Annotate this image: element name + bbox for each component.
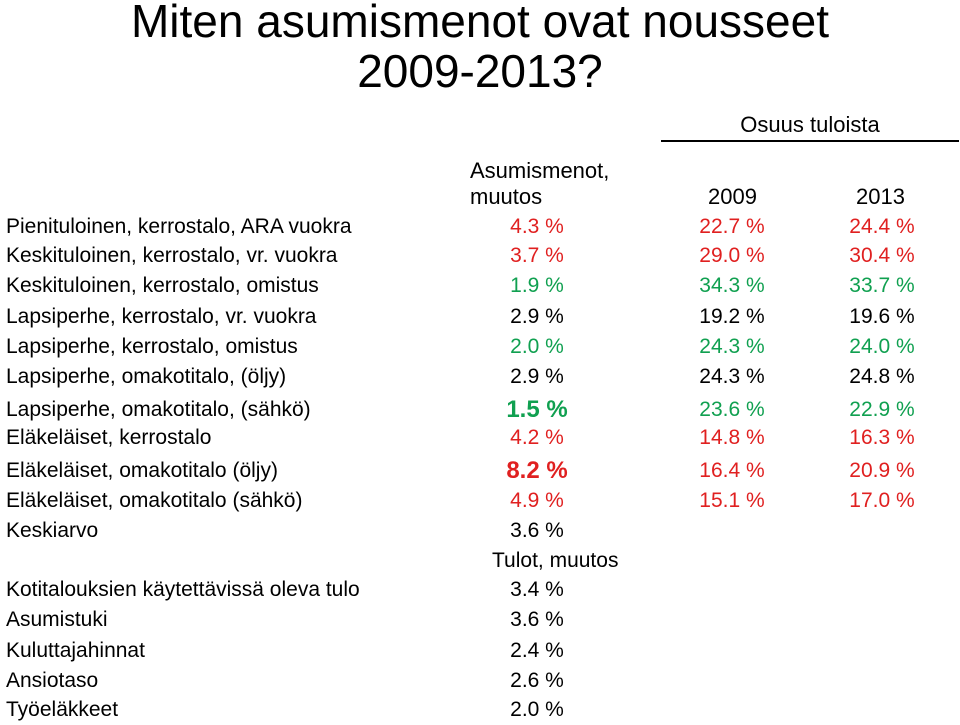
table-row bbox=[0, 362, 960, 391]
header-tulot-muutos: Tulot, muutos bbox=[492, 549, 619, 572]
tulot-label: Työeläkkeet bbox=[6, 698, 119, 721]
row-2013: 17.0 % bbox=[849, 489, 915, 512]
row-2009: 14.8 % bbox=[699, 426, 765, 449]
table-row bbox=[0, 212, 960, 241]
page-title-line-2: 2009-2013? bbox=[357, 45, 603, 97]
page-title-line-1: Miten asumismenot ovat nousseet bbox=[130, 0, 830, 47]
tulot-value: 3.4 % bbox=[510, 578, 564, 601]
row-label: Eläkeläiset, omakotitalo (sähkö) bbox=[6, 489, 303, 512]
row-muutos: 4.9 % bbox=[510, 489, 564, 512]
tulot-value: 2.0 % bbox=[510, 698, 564, 721]
table-row bbox=[0, 456, 960, 485]
row-2009: 34.3 % bbox=[699, 274, 765, 297]
row-label: Keskituloinen, kerrostalo, vr. vuokra bbox=[6, 244, 338, 267]
row-label: Keskituloinen, kerrostalo, omistus bbox=[6, 274, 319, 297]
row-2009: 23.6 % bbox=[699, 398, 765, 421]
tulot-value: 3.6 % bbox=[510, 608, 564, 631]
row-2009: 16.4 % bbox=[699, 459, 765, 482]
keskiarvo-label: Keskiarvo bbox=[6, 519, 99, 542]
row-2013: 20.9 % bbox=[849, 459, 915, 482]
tulot-label: Kuluttajahinnat bbox=[6, 639, 145, 662]
tulot-row bbox=[0, 695, 960, 724]
row-label: Lapsiperhe, kerrostalo, vr. vuokra bbox=[6, 305, 317, 328]
tulot-value: 2.6 % bbox=[510, 669, 564, 692]
tulot-label: Ansiotaso bbox=[6, 669, 99, 692]
tulot-value: 2.4 % bbox=[510, 639, 564, 662]
row-label: Eläkeläiset, omakotitalo (öljy) bbox=[6, 459, 278, 482]
row-muutos: 2.9 % bbox=[510, 305, 564, 328]
row-2013: 16.3 % bbox=[849, 426, 915, 449]
row-muutos: 2.9 % bbox=[510, 365, 564, 388]
row-2013: 24.0 % bbox=[849, 335, 915, 358]
table-row bbox=[0, 241, 960, 270]
row-2009: 24.3 % bbox=[699, 365, 765, 388]
row-2013: 24.4 % bbox=[849, 215, 915, 238]
row-2009: 22.7 % bbox=[699, 215, 765, 238]
row-2013: 22.9 % bbox=[849, 398, 915, 421]
row-2013: 30.4 % bbox=[849, 244, 915, 267]
tulot-row bbox=[0, 605, 960, 634]
row-label: Pienituloinen, kerrostalo, ARA vuokra bbox=[6, 215, 352, 238]
row-2013: 33.7 % bbox=[849, 274, 915, 297]
row-muutos: 4.3 % bbox=[510, 215, 564, 238]
row-muutos: 8.2 % bbox=[506, 457, 568, 484]
row-2013: 24.8 % bbox=[849, 365, 915, 388]
header-muutos: muutos bbox=[470, 184, 543, 209]
row-muutos: 1.5 % bbox=[506, 396, 568, 423]
table-row bbox=[0, 302, 960, 331]
row-label: Lapsiperhe, omakotitalo, (öljy) bbox=[6, 365, 287, 388]
header-asumismenot: Asumismenot, bbox=[470, 158, 610, 183]
header-year-2009: 2009 bbox=[708, 184, 757, 209]
keskiarvo-row bbox=[0, 516, 960, 545]
row-2009: 24.3 % bbox=[699, 335, 765, 358]
row-2009: 19.2 % bbox=[699, 305, 765, 328]
row-muutos: 3.7 % bbox=[510, 244, 564, 267]
row-2009: 15.1 % bbox=[699, 489, 765, 512]
row-label: Eläkeläiset, kerrostalo bbox=[6, 426, 212, 449]
table-row bbox=[0, 332, 960, 361]
table-row bbox=[0, 423, 960, 452]
row-2009: 29.0 % bbox=[699, 244, 765, 267]
tulot-row bbox=[0, 666, 960, 695]
table-row bbox=[0, 271, 960, 300]
row-muutos: 2.0 % bbox=[510, 335, 564, 358]
tulot-row bbox=[0, 636, 960, 665]
tulot-label: Asumistuki bbox=[6, 608, 108, 631]
row-muutos: 1.9 % bbox=[510, 274, 564, 297]
row-label: Lapsiperhe, kerrostalo, omistus bbox=[6, 335, 298, 358]
row-muutos: 4.2 % bbox=[510, 426, 564, 449]
header-year-2013: 2013 bbox=[856, 184, 905, 209]
table-row bbox=[0, 395, 960, 424]
table-row bbox=[0, 486, 960, 515]
tulot-label: Kotitalouksien käytettävissä oleva tulo bbox=[6, 578, 360, 601]
row-label: Lapsiperhe, omakotitalo, (sähkö) bbox=[6, 398, 311, 421]
row-2013: 19.6 % bbox=[849, 305, 915, 328]
tulot-row bbox=[0, 575, 960, 604]
keskiarvo-value: 3.6 % bbox=[510, 519, 564, 542]
header-osuus-tuloista: Osuus tuloista bbox=[740, 112, 880, 137]
